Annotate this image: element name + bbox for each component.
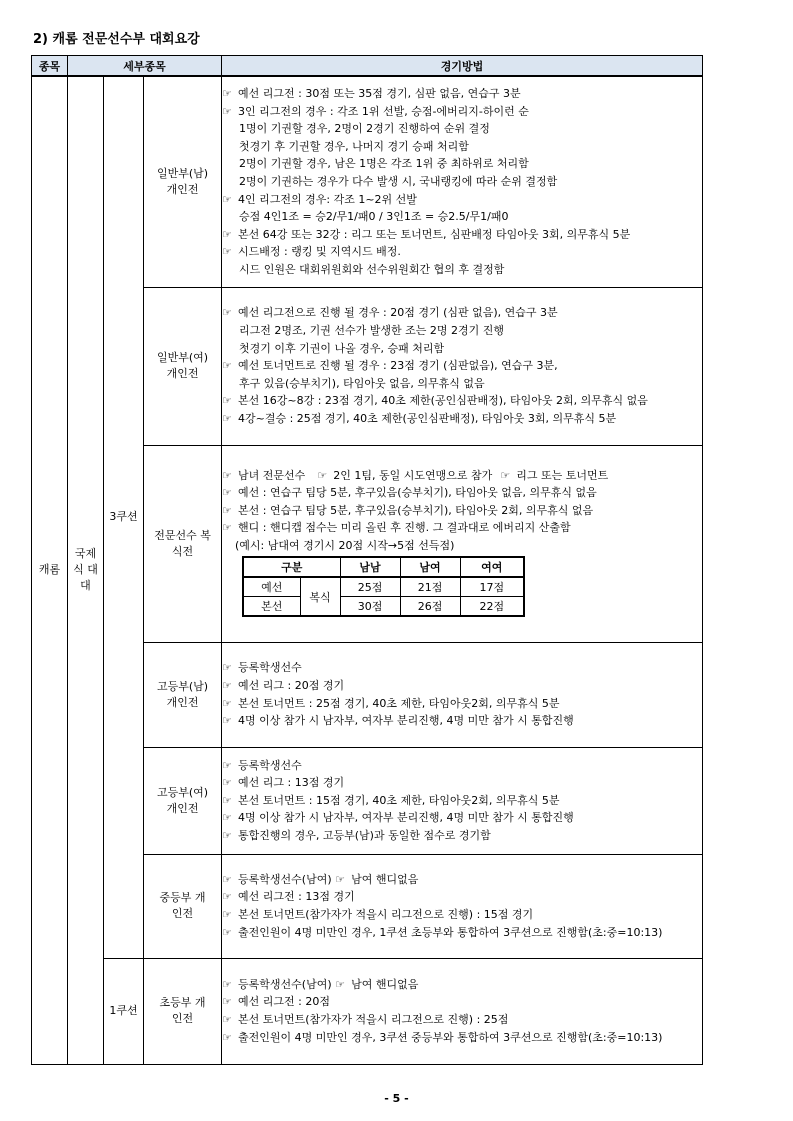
rule-text: 예선 리그 : 13점 경기 bbox=[238, 776, 345, 790]
rule-text: 예선 리그전 : 30점 또는 35점 경기, 심판 없음, 연습구 3분 bbox=[238, 86, 521, 100]
bullet-icon: ☞ bbox=[222, 1013, 232, 1026]
rule-text: (예시: 남대여 경기시 20점 시작→5점 선득점) bbox=[235, 538, 455, 552]
division-label: 전문선수 복식전 bbox=[154, 528, 211, 558]
division-name-6 bbox=[144, 958, 222, 1064]
bullet-icon: ☞ bbox=[222, 245, 232, 259]
rule-text: 본선 토너먼트(참가자가 적을시 리그전으로 진행) : 15점 경기 bbox=[238, 908, 534, 921]
rule-line bbox=[222, 375, 702, 393]
rule-text: 본선 64강 또는 32강 : 리그 또는 토너먼트, 심판배정 타임아웃 3회, 의무휴식 5분 bbox=[238, 227, 631, 241]
division-rules-4 bbox=[222, 747, 703, 854]
rule-line bbox=[222, 906, 702, 924]
page-number: - 5 - bbox=[384, 1092, 409, 1105]
score-cell: 22점 bbox=[460, 597, 524, 617]
rule-text: 예선 리그전으로 진행 될 경우 : 20점 경기 (심판 없음), 연습구 3분 bbox=[238, 306, 558, 320]
score-row-label: 본선 bbox=[243, 597, 300, 617]
handicap-score-table bbox=[242, 556, 525, 617]
rule-line bbox=[222, 827, 702, 845]
header-event: 종목 bbox=[32, 56, 68, 77]
bullet-icon: ☞ bbox=[222, 908, 232, 921]
bullet-icon: ☞ bbox=[222, 811, 232, 825]
rule-line bbox=[222, 537, 702, 555]
rule-text: 4강~결승 : 25점 경기, 40초 제한(공인심판배정), 타임아웃 3회, 의무휴식 5분 bbox=[238, 411, 617, 425]
rule-text: 핸디 : 핸디캡 점수는 미리 올린 후 진행. 그 결과대로 에버리지 산출함 bbox=[238, 521, 571, 535]
division-rules-3 bbox=[222, 642, 703, 747]
bullet-icon: ☞ bbox=[222, 227, 232, 241]
event-cell: 캐롬 bbox=[32, 76, 68, 1064]
bullet-icon: ☞ bbox=[222, 696, 232, 710]
rule-text: 예선 리그 : 20점 경기 bbox=[238, 678, 345, 692]
rule-line bbox=[222, 792, 702, 810]
rule-text: 2명이 기권할 경우, 남은 1명은 각조 1위 중 최하위로 처리함 bbox=[239, 157, 529, 171]
rule-line bbox=[222, 519, 702, 537]
division-row bbox=[32, 76, 703, 287]
bullet-icon: ☞ bbox=[222, 394, 232, 408]
score-cell: 17점 bbox=[460, 577, 524, 597]
rule-line bbox=[222, 809, 702, 827]
rule-text: 예선 토너먼트로 진행 될 경우 : 23점 경기 (심판없음), 연습구 3분, bbox=[238, 359, 558, 373]
rule-line bbox=[222, 85, 702, 103]
division-label: 일반부(남) 개인전 bbox=[156, 166, 209, 196]
rule-line bbox=[222, 155, 702, 173]
bullet-icon: ☞ bbox=[222, 925, 232, 939]
rule-line bbox=[222, 871, 702, 889]
bullet-icon: ☞ bbox=[500, 468, 511, 482]
rule-text: 2인 1팀, 동일 시도연맹으로 참가 bbox=[333, 468, 493, 482]
rule-text: 등록학생선수 bbox=[238, 758, 302, 772]
division-label: 고등부(남) 개인전 bbox=[156, 679, 209, 709]
rule-line bbox=[222, 392, 702, 410]
header-method: 경기방법 bbox=[222, 56, 703, 77]
rule-text: 등록학생선수 bbox=[238, 661, 302, 675]
rule-text: 등록학생선수(남여) bbox=[238, 872, 332, 886]
rule-text: 예선 : 연습구 팀당 5분, 후구있음(승부치기), 타임아웃 없음, 의무휴식 없음 bbox=[238, 486, 597, 500]
score-header: 구분 bbox=[243, 557, 340, 577]
rule-line bbox=[222, 695, 702, 713]
subevent-label: 국제식 대대 bbox=[73, 547, 98, 593]
rule-text: 리그전 2명조, 기권 선수가 발생한 조는 2명 2경기 진행 bbox=[239, 324, 504, 338]
division-rules-2 bbox=[222, 445, 703, 642]
cushion-1-cell: 1쿠션 bbox=[104, 958, 144, 1064]
bullet-icon: ☞ bbox=[222, 359, 232, 373]
bullet-icon: ☞ bbox=[222, 714, 232, 728]
score-cell: 21점 bbox=[400, 577, 460, 597]
score-row bbox=[243, 577, 524, 597]
rule-line bbox=[222, 120, 702, 138]
rule-text: 남녀 전문선수 bbox=[238, 468, 306, 482]
bullet-icon: ☞ bbox=[222, 306, 232, 320]
rule-text: 4명 이상 참가 시 남자부, 여자부 분리진행, 4명 미만 참가 시 통합진행 bbox=[238, 811, 574, 825]
division-label: 초등부 개인전 bbox=[159, 996, 206, 1025]
score-cell: 26점 bbox=[400, 597, 460, 617]
division-rules-1 bbox=[222, 287, 703, 445]
bullet-icon: ☞ bbox=[222, 468, 232, 482]
division-name-2 bbox=[144, 445, 222, 642]
rule-line bbox=[222, 226, 702, 244]
score-row bbox=[243, 597, 524, 617]
rule-line bbox=[222, 677, 702, 695]
division-label: 일반부(여) 개인전 bbox=[156, 351, 209, 380]
rule-line bbox=[222, 243, 702, 261]
division-name-0 bbox=[144, 76, 222, 287]
rule-line bbox=[222, 138, 702, 156]
rule-text: 남여 핸디없음 bbox=[351, 872, 419, 886]
rule-line bbox=[222, 924, 702, 942]
bullet-icon: ☞ bbox=[222, 104, 232, 118]
rule-text: 본선 토너먼트(참가자가 적을시 리그전으로 진행) : 25점 bbox=[238, 1013, 509, 1026]
bullet-icon: ☞ bbox=[222, 828, 232, 842]
rule-line bbox=[222, 322, 702, 340]
division-label: 고등부(여) 개인전 bbox=[156, 785, 209, 815]
rule-line bbox=[222, 484, 702, 502]
bullet-icon: ☞ bbox=[222, 872, 232, 886]
rule-line bbox=[222, 340, 702, 358]
rule-line bbox=[222, 993, 702, 1011]
bullet-icon: ☞ bbox=[222, 192, 232, 206]
rule-text: 통합진행의 경우, 고등부(남)과 동일한 점수로 경기함 bbox=[238, 828, 491, 842]
score-row-label: 예선 bbox=[243, 577, 300, 597]
bullet-icon: ☞ bbox=[222, 977, 232, 991]
bullet-icon: ☞ bbox=[335, 977, 345, 991]
rule-text: 본선 토너먼트 : 15점 경기, 40초 제한, 타임아웃2회, 의무휴식 5분 bbox=[238, 793, 560, 807]
rule-text: 예선 리그전 : 20점 bbox=[238, 995, 330, 1009]
rule-text: 1명이 기권할 경우, 2명이 2경기 진행하여 순위 결정 bbox=[239, 122, 490, 136]
header-row bbox=[32, 56, 703, 77]
rule-text: 등록학생선수(남여) bbox=[238, 977, 332, 991]
division-rules-6 bbox=[222, 958, 703, 1064]
rule-text: 시드 인원은 대회위원회와 선수위원회간 협의 후 결정함 bbox=[239, 262, 505, 276]
rule-line bbox=[222, 467, 702, 485]
rule-text: 첫경기 후 기권할 경우, 나머지 경기 승패 처리함 bbox=[239, 139, 469, 153]
division-name-3 bbox=[144, 642, 222, 747]
division-rules-5 bbox=[222, 854, 703, 958]
score-header: 남남 bbox=[340, 557, 400, 577]
score-header: 남여 bbox=[400, 557, 460, 577]
division-name-1 bbox=[144, 287, 222, 445]
rule-text: 예선 리그전 : 13점 경기 bbox=[238, 890, 355, 904]
bullet-icon: ☞ bbox=[222, 776, 232, 790]
bullet-icon: ☞ bbox=[222, 758, 232, 772]
bullet-icon: ☞ bbox=[222, 86, 232, 100]
section-title: 2) 캐롬 전문선수부 대회요강 bbox=[33, 32, 200, 47]
rule-text: 후구 있음(승부치기), 타임아웃 없음, 의무휴식 없음 bbox=[239, 376, 485, 390]
rule-text: 3인 리그전의 경우 : 각조 1위 선발, 승점-에버리지-하이런 순 bbox=[238, 104, 529, 118]
rule-text: 2명이 기권하는 경우가 다수 발생 시, 국내랭킹에 따라 순위 결정함 bbox=[239, 174, 558, 188]
rule-line bbox=[222, 208, 702, 226]
rule-line bbox=[222, 410, 702, 428]
bullet-icon: ☞ bbox=[222, 678, 232, 692]
bullet-icon: ☞ bbox=[222, 1030, 232, 1044]
score-cell: 25점 bbox=[340, 577, 400, 597]
rule-text: 4인 리그전의 경우: 각조 1~2위 선발 bbox=[238, 192, 417, 206]
bullet-icon: ☞ bbox=[317, 468, 328, 482]
bullet-icon: ☞ bbox=[222, 890, 232, 904]
rule-line bbox=[222, 261, 702, 279]
rule-line bbox=[222, 712, 702, 730]
rule-line bbox=[222, 173, 702, 191]
rule-text: 본선 토너먼트 : 25점 경기, 40초 제한, 타임아웃2회, 의무휴식 5분 bbox=[238, 696, 560, 710]
rule-text: 리그 또는 토너먼트 bbox=[516, 468, 609, 482]
bullet-icon: ☞ bbox=[222, 411, 232, 425]
rule-line bbox=[222, 1029, 702, 1047]
rule-line bbox=[222, 304, 702, 322]
bullet-icon: ☞ bbox=[222, 995, 232, 1009]
rule-line bbox=[222, 191, 702, 209]
division-name-4 bbox=[144, 747, 222, 854]
division-row bbox=[32, 958, 703, 1064]
bullet-icon: ☞ bbox=[222, 486, 232, 500]
score-header: 여여 bbox=[460, 557, 524, 577]
rule-line bbox=[222, 659, 702, 677]
rule-line bbox=[222, 357, 702, 375]
rule-text: 남여 핸디없음 bbox=[351, 977, 419, 991]
rule-text: 시드배정 : 랭킹 및 지역시드 배정. bbox=[238, 245, 401, 259]
subevent-cell bbox=[68, 76, 104, 1064]
rule-text: 출전인원이 4명 미만인 경우, 1쿠션 초등부와 통합하여 3쿠션으로 진행함(초:중=10:13) bbox=[238, 925, 663, 939]
division-rules-0 bbox=[222, 76, 703, 287]
rule-text: 4명 이상 참가 시 남자부, 여자부 분리진행, 4명 미만 참가 시 통합진행 bbox=[238, 714, 574, 728]
header-subevent: 세부종목 bbox=[68, 56, 222, 77]
rule-text: 첫경기 이후 기권이 나올 경우, 승패 처리함 bbox=[239, 341, 445, 355]
rule-text: 승점 4인1조 = 승2/무1/패0 / 3인1조 = 승2.5/무1/패0 bbox=[239, 210, 509, 224]
rule-line bbox=[222, 976, 702, 994]
bullet-icon: ☞ bbox=[222, 793, 232, 807]
bullet-icon: ☞ bbox=[335, 872, 345, 886]
bullet-icon: ☞ bbox=[222, 521, 232, 535]
rule-line bbox=[222, 774, 702, 792]
division-name-5 bbox=[144, 854, 222, 958]
rule-line bbox=[222, 1011, 702, 1029]
rule-text: 본선 : 연습구 팀당 5분, 후구있음(승부치기), 타임아웃 2회, 의무휴식 없음 bbox=[238, 503, 594, 517]
division-label: 중등부 개인전 bbox=[159, 891, 206, 920]
rule-line bbox=[222, 888, 702, 906]
bullet-icon: ☞ bbox=[222, 503, 232, 517]
rule-line bbox=[222, 502, 702, 520]
rule-line bbox=[222, 757, 702, 775]
competition-rules-table bbox=[31, 55, 703, 1065]
rule-text: 본선 16강~8강 : 23점 경기, 40초 제한(공인심판배정), 타임아웃 2회, 의무휴식 없음 bbox=[238, 394, 648, 408]
bullet-icon: ☞ bbox=[222, 661, 232, 675]
score-cell: 30점 bbox=[340, 597, 400, 617]
cushion-3-cell: 3쿠션 bbox=[104, 76, 144, 958]
rule-line bbox=[222, 103, 702, 121]
score-header-row bbox=[243, 557, 524, 577]
score-mid-label: 복식 bbox=[300, 577, 340, 616]
rule-text: 출전인원이 4명 미만인 경우, 3쿠션 중등부와 통합하여 3쿠션으로 진행함(초:중=10:13) bbox=[238, 1030, 663, 1044]
